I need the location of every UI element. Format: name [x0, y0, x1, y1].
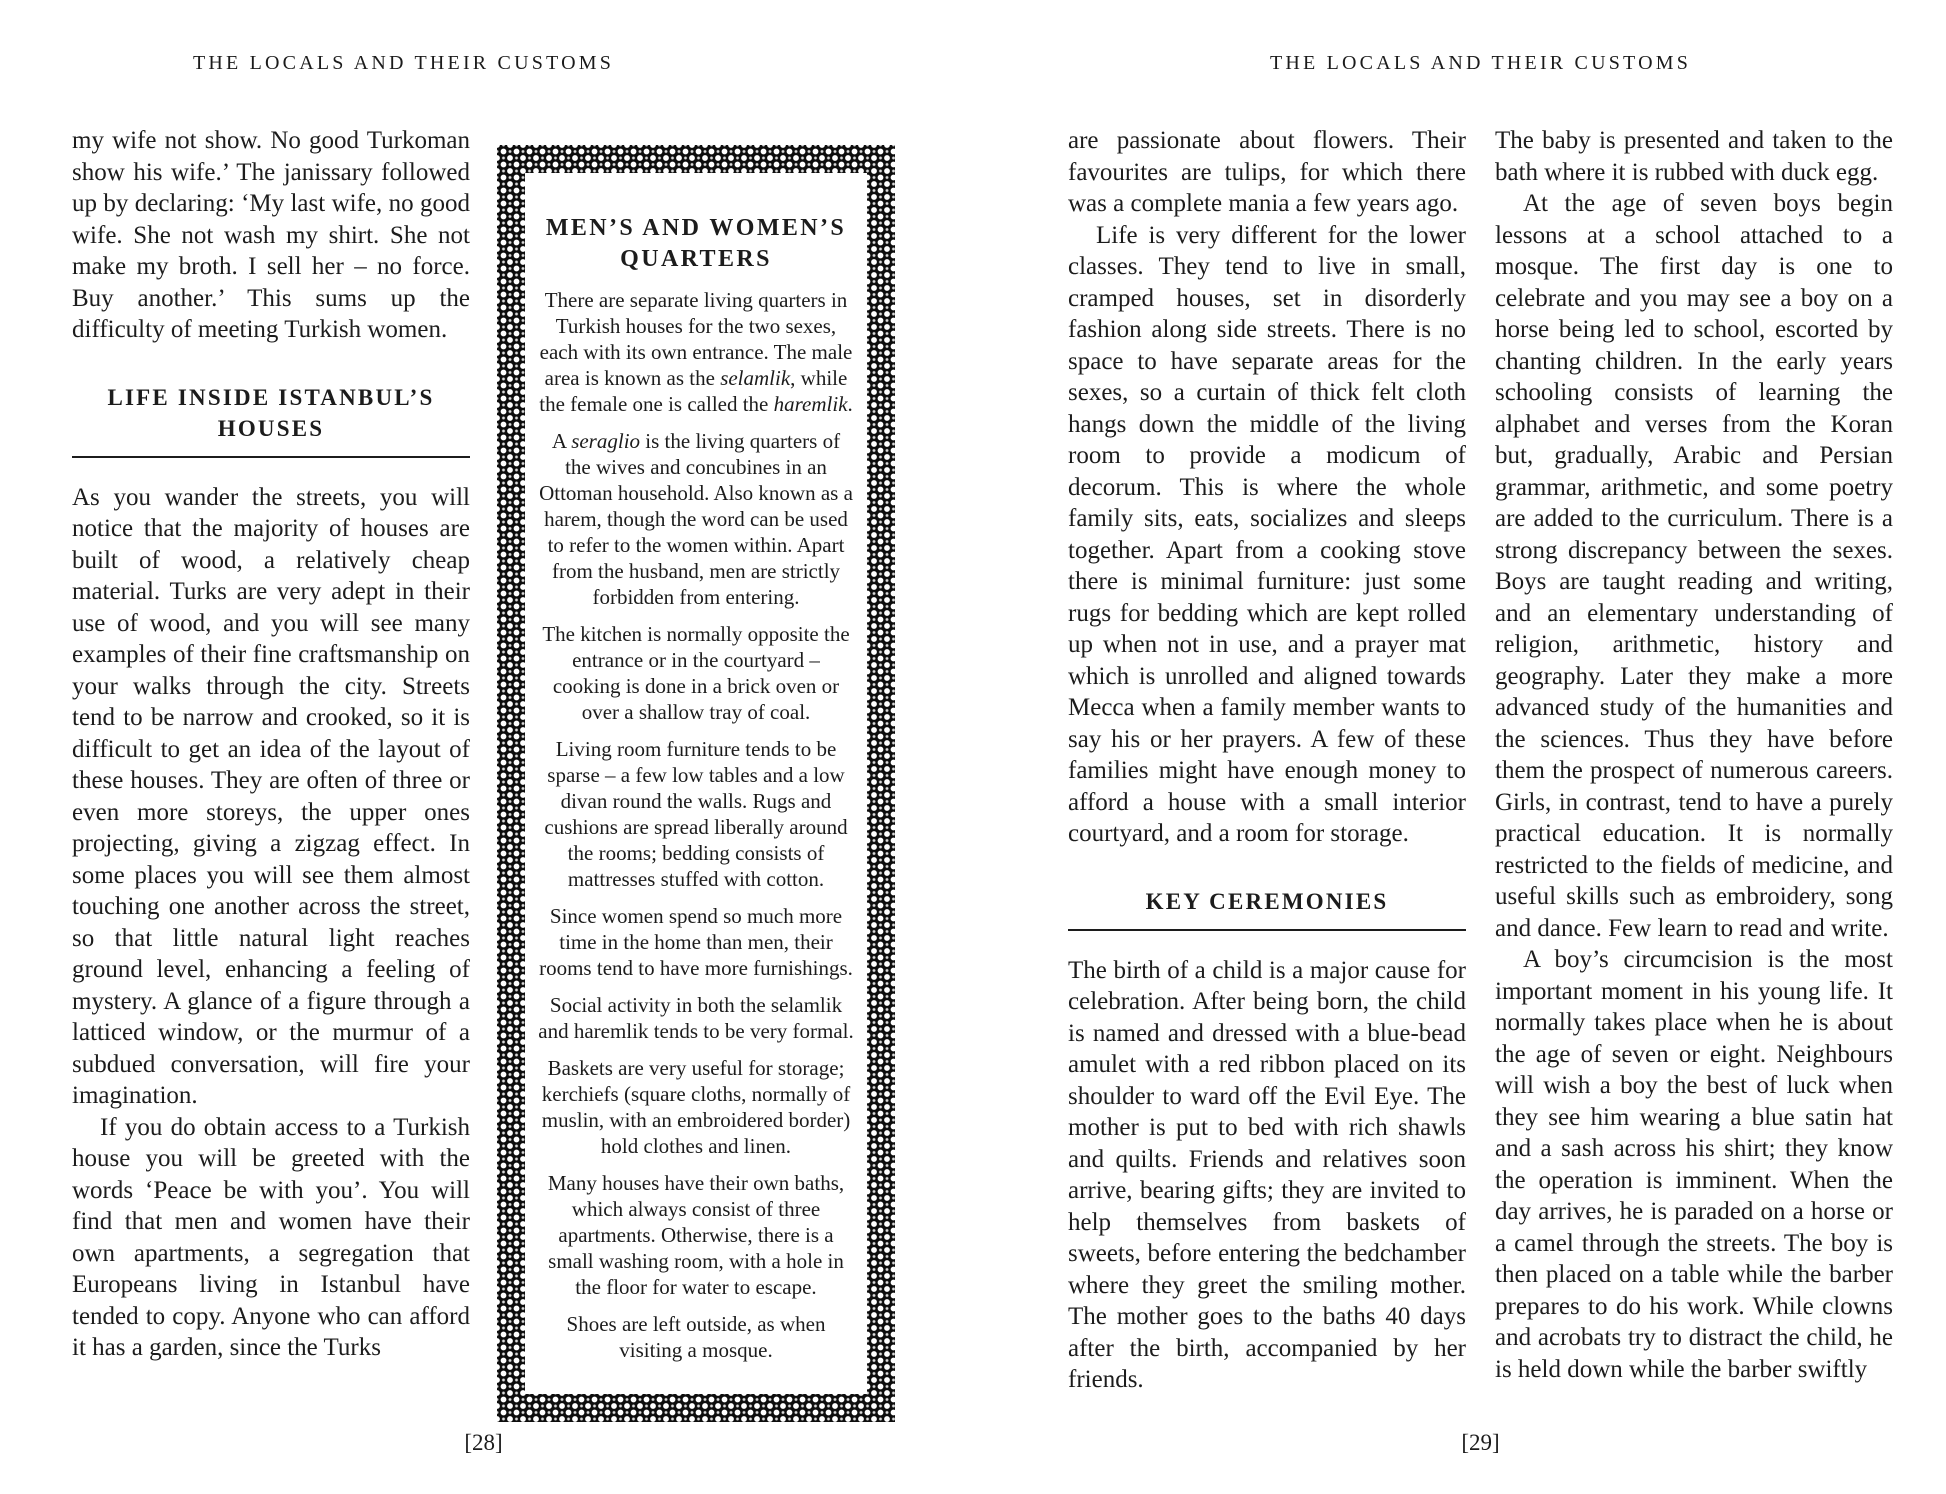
sidebar-paragraph: Baskets are very useful for storage; kerchiefs (square cloths, normally of muslin, with an embroidered border) hold clothes and linen.: [541, 1056, 851, 1158]
sidebar-box: [497, 145, 895, 1422]
page-number-left: [28]: [464, 1430, 503, 1455]
running-header-right: THE LOCALS AND THEIR CUSTOMS: [1269, 52, 1692, 74]
page-right: [973, 0, 1946, 1494]
running-header-left: THE LOCALS AND THEIR CUSTOMS: [192, 52, 615, 74]
right-column-1: [1068, 125, 1466, 1396]
sidebar-paragraph: Living room furniture tends to be sparse – a few low tables and a low divan round the walls. Rugs and cushions are spread liberally around the rooms; bedding consists of mattresses stuffed with cotton.: [544, 737, 848, 891]
paragraph: Life is very different for the lower classes. They tend to live in small, cramped houses, set in disorderly fashion along side streets. There is no space to have separate areas for the sexes, so a curtain of thick felt cloth hangs down the middle of the living room to provide a modicum of decorum. This is where the whole family sits, eats, socializes and sleeps together. Apart from a cooking stove there is minimal furniture: just some rugs for bedding which are kept rolled up when not in use, and a prayer mat which is unrolled and aligned towards Mecca when a family member wants to say his or her prayers. A few of these families might have enough money to afford a house with a small interior courtyard, and a room for storage.: [1068, 221, 1466, 847]
sidebar-title: MEN’S AND WOMEN’S QUARTERS: [545, 215, 847, 272]
sidebar-paragraphs: [537, 287, 855, 1363]
sidebar-paragraph: There are separate living quarters in Turkish houses for the two sexes, each with its own entrance. The male area is known as the selamlik, while the female one is called the haremlik.: [539, 288, 853, 416]
right-column-2: [1495, 125, 1893, 1385]
sidebar-paragraph: The kitchen is normally opposite the entrance or in the courtyard – cooking is done in a brick oven or over a shallow tray of coal.: [542, 622, 850, 724]
sidebar-paragraph: A seraglio is the living quarters of the wives and concubines in an Ottoman household. Also known as a harem, though the word can be used to refer to the women within. Apart from the husband, men are strictly forbidden from entering.: [539, 429, 853, 609]
paragraph-continuation: The baby is presented and taken to the bath where it is rubbed with duck egg.: [1495, 127, 1893, 186]
paragraph: A boy’s circumcision is the most important moment in his young life. It normally takes place when he is about the age of seven or eight. Neighbours will wish a boy the best of luck when they see him wearing a blue satin hat and a sash across his shirt; they know the operation is imminent. When the day arrives, he is paraded on a horse or a camel through the streets. The boy is then placed on a table while the barber prepares to do his work. While clowns and acrobats try to distract the child, he is held down while the barber swiftly: [1495, 946, 1893, 1383]
sidebar-paragraph: Shoes are left outside, as when visiting a mosque.: [566, 1312, 826, 1362]
section-heading-life-inside: LIFE INSIDE ISTANBUL’S HOUSES: [72, 382, 470, 458]
paragraph-continuation: my wife not show. No good Turkoman show his wife.’ The janissary followed up by declaring: ‘My last wife, no good wife. She not wash my shirt. She not make my broth. I sell her – no force. Buy another.’ This sums up the difficulty of meeting Turkish women.: [72, 127, 470, 343]
paragraph: The birth of a child is a major cause for celebration. After being born, the child is named and dressed with a blue-bead amulet with a red ribbon placed on its shoulder to ward off the Evil Eye. The mother is put to bed with rich shawls and quilts. Friends and relatives soon arrive, bearing gifts; they are invited to help themselves from baskets of sweets, before entering the bedchamber where they greet the smiling mother. The mother goes to the baths 40 days after the birth, accompanied by her friends.: [1068, 956, 1466, 1393]
section-heading-key-ceremonies: KEY CEREMONIES: [1068, 886, 1466, 931]
ornate-border: [497, 145, 895, 1422]
paragraph: As you wander the streets, you will notice that the majority of houses are built of wood, a relatively cheap material. Turks are very adept in their use of wood, and you will see many examples of their fine craftsmanship on your walks through the city. Streets tend to be narrow and crooked, so it is difficult to get an idea of the layout of these houses. They are often of three or even more storeys, the upper ones projecting, giving a zigzag effect. In some places you will see them almost touching one another across the street, so that little natural light reaches ground level, enhancing a feeling of mystery. A glance of a figure through a latticed window, or the murmur of a subdued conversation, will fire your imagination.: [72, 483, 470, 1109]
left-text-column: [72, 125, 470, 1364]
left-page-body: [72, 125, 895, 1422]
sidebar-content: [525, 173, 867, 1394]
sidebar-paragraph: Many houses have their own baths, which always consist of three apartments. Otherwise, there is a small washing room, with a hole in the floor for water to escape.: [547, 1171, 845, 1299]
paragraph: At the age of seven boys begin lessons at a school attached to a mosque. The first day is one to celebrate and you may see a boy on a horse being led to school, escorted by chanting children. In the early years schooling consists of learning the alphabet and verses from the Koran but, gradually, Arabic and Persian grammar, arithmetic, and some poetry are added to the curriculum. There is a strong discrepancy between the sexes. Boys are taught reading and writing, and an elementary understanding of religion, arithmetic, history and geography. Later they make a more advanced study of the humanities and the sciences. Thus they have before them the prospect of numerous careers. Girls, in contrast, tend to have a purely practical education. It is normally restricted to the fields of medicine, and useful skills such as embroidery, song and dance. Few learn to read and write.: [1495, 190, 1893, 942]
paragraph-continuation: are passionate about flowers. Their favourites are tulips, for which there was a complete mania a few years ago.: [1068, 127, 1466, 217]
paragraph: If you do obtain access to a Turkish house you will be greeted with the words ‘Peace be with you’. You will find that men and women have their own apartments, a segregation that Europeans living in Istanbul have tended to copy. Anyone who can afford it has a garden, since the Turks: [72, 1113, 470, 1361]
sidebar-paragraph: Since women spend so much more time in the home than men, their rooms tend to have more furnishings.: [539, 904, 853, 980]
right-page-body: [1068, 125, 1893, 1396]
page-number-right: [29]: [1461, 1430, 1500, 1455]
sidebar-paragraph: Social activity in both the selamlik and haremlik tends to be very formal.: [538, 993, 854, 1043]
